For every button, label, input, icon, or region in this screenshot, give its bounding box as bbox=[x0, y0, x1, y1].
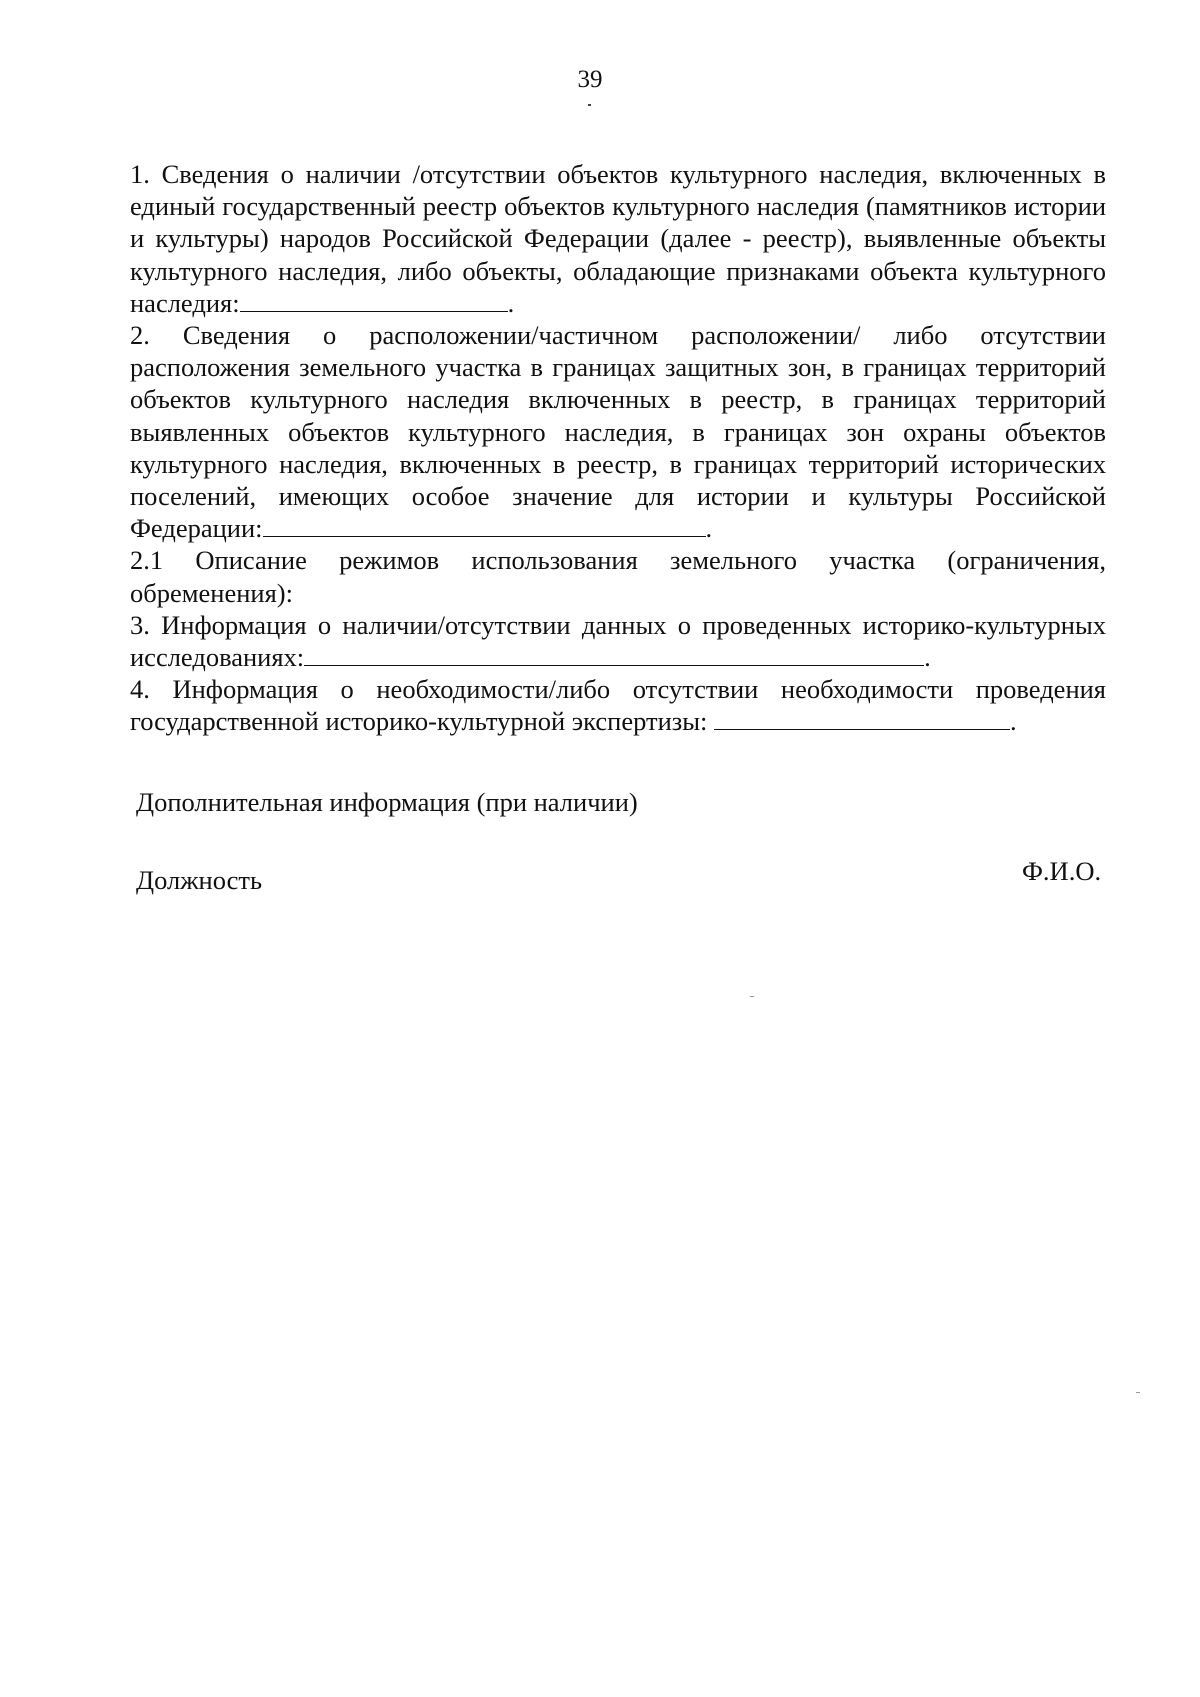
item-4-period: . bbox=[1010, 706, 1017, 737]
item-3-blank-line bbox=[304, 645, 924, 666]
item-1-blank-line bbox=[240, 291, 508, 312]
document-body bbox=[130, 158, 1106, 738]
item-2-blank-line bbox=[263, 516, 706, 537]
item-2-period: . bbox=[705, 513, 713, 544]
additional-info-label: Дополнительная информация (при наличии) bbox=[136, 787, 638, 817]
item-2 bbox=[130, 319, 1106, 544]
item-2-text: 2. Сведения о расположении/частичном расположении/ либо отсутствии расположения земельного участка в границах защитных зон, в границах территорий объектов культурного наследия включенных в реестр, в границах территорий выявленных объектов культурного наследия, в границах зон охраны объектов культурного наследия, включенных в реестр, в границах территорий исторических поселений, имеющих особое значение для истории и культуры Российской Федерации: bbox=[130, 320, 1106, 544]
full-name-label: Ф.И.О. bbox=[1022, 856, 1102, 886]
item-2-1 bbox=[130, 544, 1106, 608]
item-2-1-text: 2.1 Описание режимов использования земельного участка (ограничения, обременения): bbox=[130, 545, 1106, 608]
item-3-period: . bbox=[924, 642, 931, 673]
item-4 bbox=[130, 673, 1106, 737]
page-number-mark bbox=[588, 104, 591, 106]
page-number: 39 bbox=[577, 66, 603, 93]
scan-speck bbox=[750, 996, 754, 997]
item-4-blank-line bbox=[714, 709, 1010, 730]
item-1 bbox=[130, 158, 1106, 319]
item-1-text: 1. Сведения о наличии /отсутствии объектов культурного наследия, включенных в единый государственный реестр объектов культурного наследия (памятников истории и культуры) народов Российской Федерации (далее - реестр), выявленные объекты культурного наследия, либо объекты, обладающие признаками объекта культурного наследия: bbox=[130, 159, 1106, 318]
item-3-text: 3. Информация о наличии/отсутствии данных о проведенных историко-культурных исследованиях: bbox=[130, 609, 1106, 673]
position-label: Должность bbox=[136, 865, 263, 895]
item-3 bbox=[130, 609, 1106, 673]
item-4-text: 4. Информация о необходимости/либо отсутствии необходимости проведения государственной историко-культурной экспертизы: bbox=[130, 674, 1106, 737]
item-1-period: . bbox=[507, 287, 515, 318]
scan-speck bbox=[1136, 1392, 1140, 1393]
